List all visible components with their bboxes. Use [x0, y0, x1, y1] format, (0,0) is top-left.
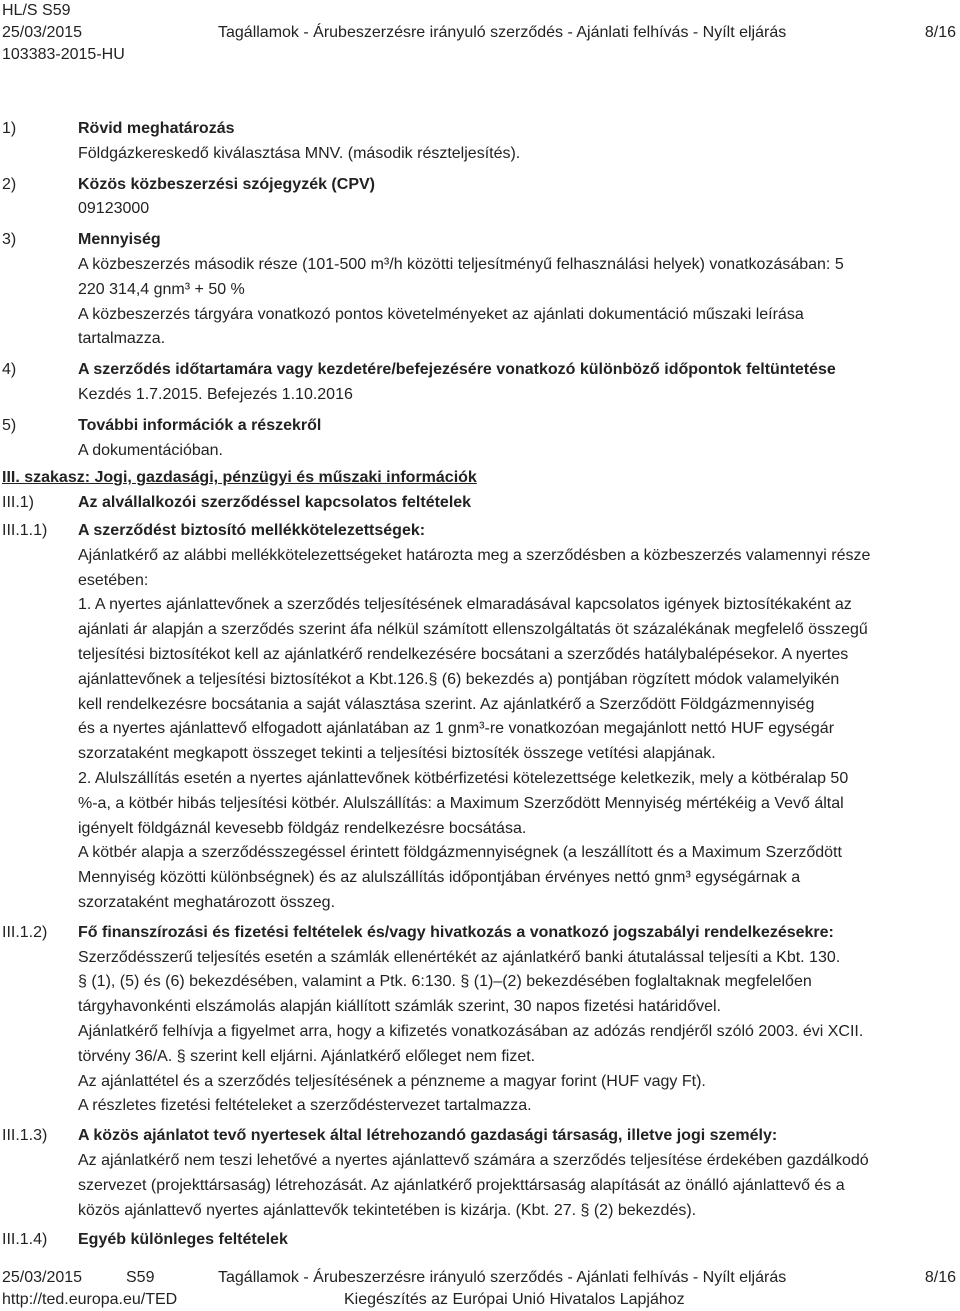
subsection-text-line: Szerződésszerű teljesítés esetén a számlák ellenértékét az ajánlatkérő banki átutalással teljesíti a Kbt. 130. — [78, 948, 841, 966]
subsection-text-line: ajánlati ár alapján a szerződés szerint áfa nélkül számított ellenszolgáltatás öt százalékának megfelelő összegű — [78, 621, 868, 639]
item-text-line: 220 314,4 gnm³ + 50 % — [78, 280, 245, 298]
subsection-text-line: és a nyertes ajánlattevő elfogadott ajánlatában az 1 gnm³-re vonatkozóan megajánlott nettó HUF egységár — [78, 720, 835, 738]
subsection-text-line: törvény 36/A. § szerint kell eljárni. Ajánlatkérő előleget nem fizet. — [78, 1047, 536, 1065]
subsection-title: Az alvállalkozói szerződéssel kapcsolatos feltételek — [78, 494, 472, 512]
subsection-number: III.1) — [2, 494, 35, 512]
footer-page-number: 8/16 — [924, 1269, 956, 1286]
subsection-text-line: szorzataként meghatározott összeg. — [78, 894, 336, 911]
subsection-text-line: kell rendelkezésre bocsátania a saját választása szerint. Az ajánlatkérő a Szerződött Földgázmennyiség — [78, 695, 815, 713]
header-date: 25/03/2015 — [2, 24, 83, 41]
doc-code: HL/S S59 — [2, 2, 71, 19]
item-heading: Rövid meghatározás — [78, 120, 235, 137]
subsection-text-line: A részletes fizetési feltételeket a szerződéstervezet tartalmazza. — [78, 1097, 532, 1115]
subsection-heading: Egyéb különleges feltételek — [78, 1231, 288, 1249]
item-text-line: tartalmazza. — [78, 330, 166, 348]
item-text-line: A közbeszerzés tárgyára vonatkozó pontos követelményeket az ajánlati dokumentáció műszaki leírása — [78, 305, 804, 323]
item-text-line: Kezdés 1.7.2015. Befejezés 1.10.2016 — [78, 386, 353, 403]
subsection-text-line: közös ajánlattevő nyertes ajánlattevők tekintetében is kizárja. (Kbt. 27. § (2) bekezdés). — [78, 1201, 697, 1219]
subsection-heading: A szerződést biztosító mellékkötelezettségek: — [78, 522, 426, 539]
footer-title: Tagállamok - Árubeszerzésre irányuló szerződés - Ajánlati felhívás - Nyílt eljárás — [218, 1269, 787, 1286]
subsection-text-line: esetében: — [78, 571, 149, 589]
header-title: Tagállamok - Árubeszerzésre irányuló szerződés - Ajánlati felhívás - Nyílt eljárás — [218, 24, 787, 41]
subsection-text-line: szorzataként megkapott összeget tekinti a teljesítési biztosíték összege vetítési alapjának. — [78, 745, 716, 763]
subsection-heading: A közös ajánlatot tevő nyertesek által létrehozandó gazdasági társaság, illetve jogi személy: — [78, 1127, 778, 1145]
subsection-text-line: tárgyhavonkénti elszámolás alapján kiállított számlák szerint, 30 napos fizetési határidővel. — [78, 998, 721, 1016]
item-text-line: 09123000 — [78, 200, 150, 218]
item-text-line: Földgázkereskedő kiválasztása MNV. (második részteljesítés). — [78, 144, 521, 162]
subsection-number: III.1.4) — [2, 1231, 48, 1249]
item-number: 2) — [2, 175, 17, 193]
subsection-text-line: Ajánlatkérő felhívja a figyelmet arra, hogy a kifizetés vonatkozásában az adózás rendjéről szóló 2003. évi XCII. — [78, 1023, 864, 1040]
subsection-heading: Fő finanszírozási és fizetési feltételek és/vagy hivatkozás a vonatkozó jogszabályi rendelkezésekre: — [78, 923, 834, 941]
subsection-number: III.1.3) — [2, 1127, 48, 1145]
item-heading: További információk a részekről — [78, 416, 322, 434]
header-page-number: 8/16 — [924, 24, 956, 41]
item-number: 3) — [2, 231, 17, 249]
page-footer — [2, 1267, 958, 1311]
subsection-number: III.1.2) — [2, 923, 48, 941]
page-header — [2, 0, 958, 66]
subsection-text-line: Ajánlatkérő az alábbi mellékkötelezettségeket határozta meg a szerződésben a közbeszerzés valamennyi része — [78, 546, 871, 564]
item-heading: A szerződés időtartamára vagy kezdetére/befejezésére vonatkozó különböző időpontok feltüntetése — [78, 361, 836, 379]
subsection-text-line: Az ajánlattétel és a szerződés teljesítésének a pénzneme a magyar forint (HUF vagy Ft). — [78, 1072, 706, 1090]
subsection-text-line: 1. A nyertes ajánlattevőnek a szerződés teljesítésének elmaradásával kapcsolatos igények biztosítékaként az — [78, 596, 852, 614]
header-reference: 103383-2015-HU — [2, 46, 125, 63]
item-number: 4) — [2, 361, 17, 379]
subsection-text-line: %-a, a kötbér hibás teljesítési kötbér. Alulszállítás: a Maximum Szerződött Mennyiség mértékéig a Vevő által — [78, 794, 844, 812]
subsection-text-line: 2. Alulszállítás esetén a nyertes ajánlattevőnek kötbérfizetési kötelezettsége keletkezik, mely a kötbéralap 50 — [78, 770, 849, 787]
item-text-line: A közbeszerzés második része (101-500 m³/h közötti teljesítményű felhasználási helyek) vonatkozásában: 5 — [78, 256, 844, 273]
subsection-text-line: szervezet (projekttársaság) létrehozását. Az ajánlatkérő projekttársaság alapítását az önálló ajánlattevő és a — [78, 1176, 845, 1194]
footer-date: 25/03/2015 — [2, 1269, 83, 1286]
subsection-text-line: igényelt földgáznál kevesebb földgáz rendelkezésre bocsátása. — [78, 819, 527, 837]
item-heading: Közös közbeszerzési szójegyzék (CPV) — [78, 175, 375, 193]
footer-url[interactable]: http://ted.europa.eu/TED — [2, 1291, 178, 1308]
section-title: III. szakasz: Jogi, gazdasági, pénzügyi és műszaki információk — [2, 469, 477, 487]
subsection-text-line: A kötbér alapja a szerződésszegéssel érintett földgázmennyiségnek (a leszállított és a Maximum Szerződött — [78, 844, 842, 862]
subsection-text-line: teljesítési biztosítékot kell az ajánlatkérő rendelkezésére bocsátani a szerződés hatálybalépésekor. A nyertes — [78, 646, 849, 663]
footer-code: S59 — [126, 1269, 155, 1286]
item-number: 1) — [2, 120, 17, 137]
subsection-text-line: Mennyiség közötti különbségnek) és az alulszállítás időpontjában érvényes nettó gnm³ egységárnak a — [78, 869, 801, 887]
footer-subtitle: Kiegészítés az Európai Unió Hivatalos Lapjához — [344, 1291, 685, 1308]
subsection-text-line: ajánlattevőnek a teljesítési biztosítékot a Kbt.126.§ (6) bekezdés a) pontjában rögzített módok valamelyikén — [78, 670, 840, 688]
subsection-text-line: Az ajánlatkérő nem teszi lehetővé a nyertes ajánlattevő számára a szerződés teljesítése érdekében gazdálkodó — [78, 1152, 869, 1169]
item-number: 5) — [2, 416, 17, 434]
item-heading: Mennyiség — [78, 231, 161, 249]
subsection-text-line: § (1), (5) és (6) bekezdésében, valamint a Ptk. 6:130. § (1)–(2) bekezdésében foglaltaknak megfelelően — [78, 973, 812, 991]
subsection-number: III.1.1) — [2, 522, 48, 539]
item-text-line: A dokumentációban. — [78, 441, 223, 459]
